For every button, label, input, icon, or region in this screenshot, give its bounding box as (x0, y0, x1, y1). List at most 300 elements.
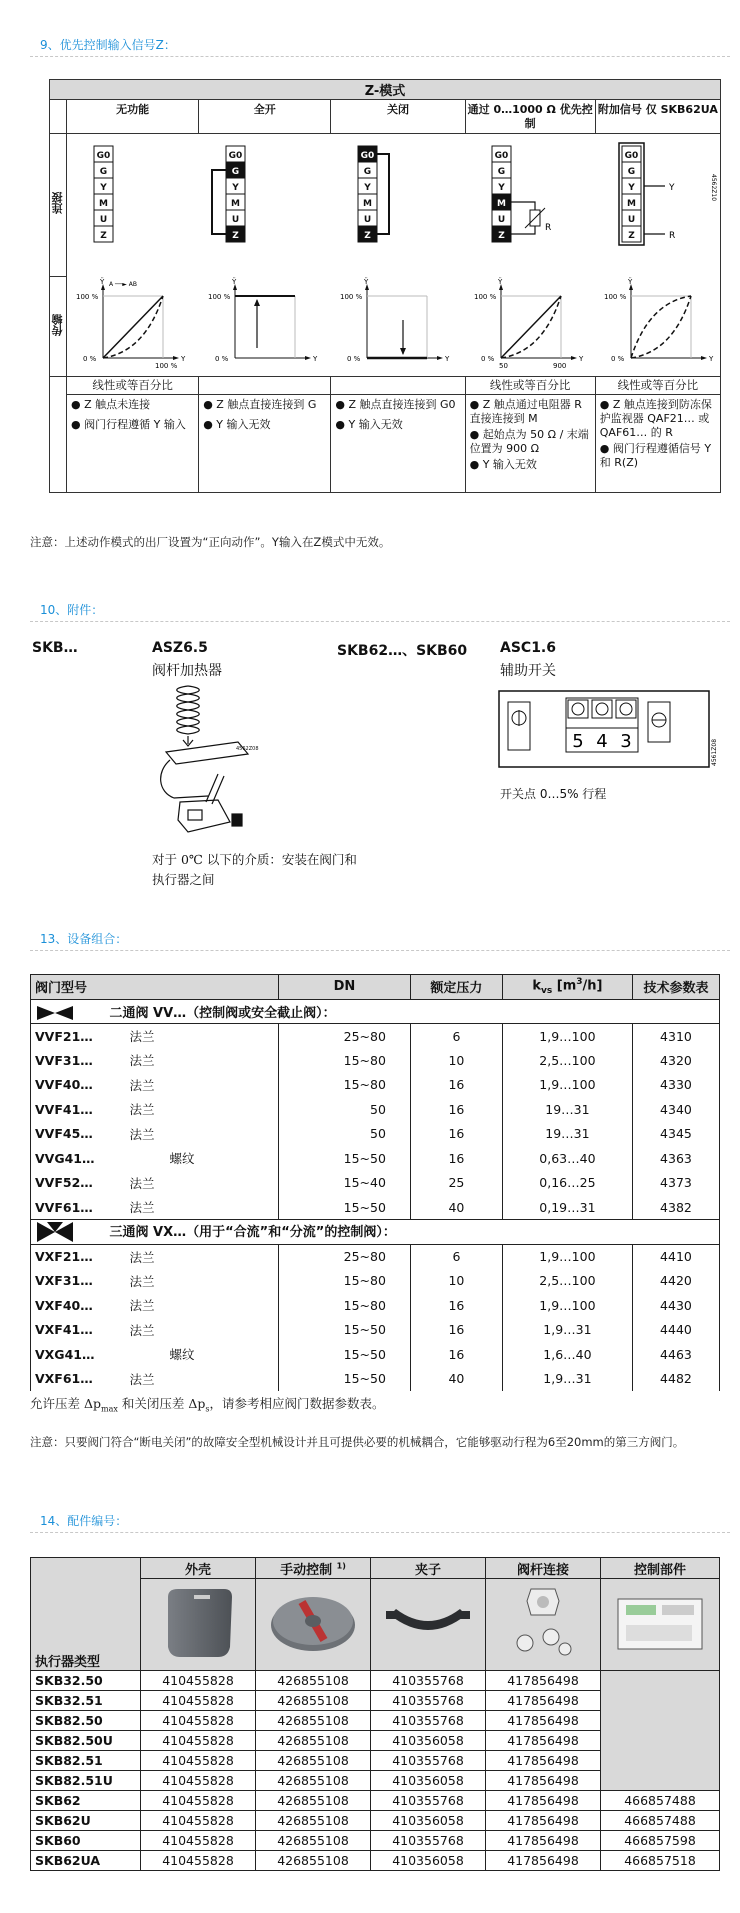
part-number: 410355768 (371, 1831, 486, 1851)
part-number: 410355768 (371, 1751, 486, 1771)
part-number: 417856498 (486, 1831, 601, 1851)
cell: 16 (410, 1342, 502, 1367)
cell: 16 (410, 1122, 502, 1147)
cell: VVF21… (31, 1024, 126, 1049)
control-na (601, 1671, 720, 1791)
part-number: 426855108 (256, 1771, 371, 1791)
asc-digit-3: 3 (620, 731, 632, 752)
actuator-type: SKB82.51U (31, 1771, 141, 1791)
section-13-title: 13、设备组合： (40, 932, 128, 946)
cell: 4420 (632, 1269, 719, 1294)
figure-id: 4562Z10 (710, 174, 717, 202)
terminal-label: Z (100, 231, 107, 241)
cell: 15~50 (278, 1367, 410, 1392)
part-number: 466857488 (601, 1811, 720, 1831)
cell: 25~80 (278, 1244, 410, 1269)
part-number: 426855108 (256, 1751, 371, 1771)
terminal-label: M (231, 199, 240, 209)
valve-row (31, 1342, 720, 1367)
y-100-label: 100 % (340, 293, 363, 301)
cell: 15~40 (278, 1171, 410, 1196)
cell: 10 (410, 1269, 502, 1294)
valve-row (31, 1244, 720, 1269)
linear-curve (103, 296, 163, 358)
hdr-clip: 夹子 (371, 1558, 486, 1579)
terminal-label: G (99, 167, 108, 177)
cell: 40 (410, 1195, 502, 1220)
x-axis-label: Y (579, 355, 584, 363)
bullet: ● Y 输入无效 (203, 418, 271, 431)
part-number: 410455828 (141, 1791, 256, 1811)
wire (212, 170, 226, 234)
cell: 4330 (632, 1073, 719, 1098)
col-closed: 关闭 (331, 100, 465, 134)
hdr-stem: 阀杆连接 (486, 1558, 601, 1579)
valve-row (31, 1293, 720, 1318)
cell: 15~80 (278, 1293, 410, 1318)
cell: 15~50 (278, 1146, 410, 1171)
row-transfer-label: 传输 (50, 276, 67, 377)
bullet: ● Z 触点未连接 (71, 398, 151, 411)
part-number: 410356058 (371, 1771, 486, 1791)
actuator-row (31, 1811, 720, 1831)
actuator-row (31, 1671, 720, 1691)
x-arrow (305, 356, 311, 360)
connection-type: 法兰 (126, 1097, 279, 1122)
connection-diagrams (67, 134, 721, 277)
terminal-label: G0 (360, 151, 375, 161)
bullet: ● Y 输入无效 (469, 458, 537, 471)
terminal-label: G0 (96, 151, 111, 161)
cell: VVF61… (31, 1195, 126, 1220)
cell: VVF52… (31, 1171, 126, 1196)
cell: 16 (410, 1146, 502, 1171)
two-way-group: 二通阀 VV…（控制阀或安全截止阀）： (31, 999, 720, 1024)
cell: 4440 (632, 1318, 719, 1343)
connection-type: 螺纹 (126, 1146, 279, 1171)
valve-row (31, 1122, 720, 1147)
actuator-row (31, 1831, 720, 1851)
terminal-label: Y (232, 183, 239, 193)
hdr-pressure: 额定压力 (410, 975, 502, 1000)
section-9-title: 9、优先控制输入信号Z： (40, 38, 176, 52)
cell: 50 (278, 1097, 410, 1122)
transfer-diagrams (67, 276, 721, 377)
connection-type: 法兰 (126, 1171, 279, 1196)
bullets-2 (199, 395, 331, 493)
asc-digit-1: 5 (572, 731, 584, 752)
cell: 10 (410, 1048, 502, 1073)
cell: 16 (410, 1293, 502, 1318)
valve-row (31, 1146, 720, 1171)
connection-type: 法兰 (126, 1367, 279, 1392)
y-0-label: 0 % (611, 355, 625, 363)
actuator-row (31, 1851, 720, 1871)
terminal-label: G0 (624, 151, 639, 161)
y-label: Y (669, 183, 675, 193)
cell: 16 (410, 1097, 502, 1122)
cell: 19…31 (502, 1122, 632, 1147)
stem-connection-icon (495, 1585, 591, 1661)
cell: 4463 (632, 1342, 719, 1367)
part-number: 417856498 (486, 1711, 601, 1731)
part-number: 417856498 (486, 1771, 601, 1791)
x-arrow (437, 356, 443, 360)
cell: VXG41… (31, 1342, 126, 1367)
equal-percent-curve (631, 296, 691, 358)
bullet: ● 阀门行程遵循信号 Y 和 R(Z) (599, 442, 712, 469)
two-way-valve-icon (35, 1005, 75, 1021)
valve-row (31, 1097, 720, 1122)
r-label: R (669, 231, 676, 241)
hdr-datasheet: 技术参数表 (632, 975, 719, 1000)
cell: 15~50 (278, 1318, 410, 1343)
actuator-type: SKB32.50 (31, 1671, 141, 1691)
valve-row (31, 1171, 720, 1196)
part-number: 426855108 (256, 1831, 371, 1851)
col-priority: 通过 0…1000 Ω 优先控制 (465, 100, 595, 134)
terminal-label: U (363, 215, 372, 225)
cell: 15~80 (278, 1269, 410, 1294)
part-number: 426855108 (256, 1731, 371, 1751)
y-100-label: 100 % (474, 293, 497, 301)
part-number: 410455828 (141, 1751, 256, 1771)
actuator-type: SKB62 (31, 1791, 141, 1811)
cell: 4482 (632, 1367, 719, 1392)
x-axis-label: Y (445, 355, 450, 363)
x-axis-label: Y (181, 355, 186, 363)
part-number: 466857488 (601, 1791, 720, 1811)
cell: 15~80 (278, 1073, 410, 1098)
three-way-group: 三通阀 VX…（用于“合流”和“分流”的控制阀）： (31, 1220, 720, 1245)
y-axis-label: Ÿ (232, 278, 237, 286)
valve-row (31, 1367, 720, 1392)
third-party-note: 注意：只要阀门符合“断电关闭”的故障安全型机械设计并且可提供必要的机械耦合，它能够驱动行程为6至20mm的第三方阀门。 (30, 1435, 685, 1449)
part-number: 417856498 (486, 1751, 601, 1771)
manual-image (256, 1579, 371, 1671)
part-number: 410355768 (371, 1691, 486, 1711)
x-arrow (701, 356, 707, 360)
cell: 4310 (632, 1024, 719, 1049)
cell: 1,9…31 (502, 1318, 632, 1343)
aux-switch-drawing (498, 690, 718, 770)
y-100-label: 100 % (76, 293, 99, 301)
x-axis-label: Y (709, 355, 714, 363)
cell: 4410 (632, 1244, 719, 1269)
part-number: 466857518 (601, 1851, 720, 1871)
valve-row (31, 1195, 720, 1220)
bullet: ● 阀门行程遵循 Y 输入 (71, 418, 186, 431)
hdr-housing: 外壳 (141, 1558, 256, 1579)
part-number: 426855108 (256, 1791, 371, 1811)
cell: 1,9…100 (502, 1024, 632, 1049)
cell: VVG41… (31, 1146, 126, 1171)
control-board-icon (612, 1585, 708, 1661)
cell: 2,5…100 (502, 1048, 632, 1073)
cell: 19…31 (502, 1097, 632, 1122)
part-number: 410355768 (371, 1671, 486, 1691)
skb62-label: SKB62…、SKB60 (337, 643, 468, 659)
y-100-label: 100 % (208, 293, 231, 301)
clip-icon (380, 1585, 476, 1661)
part-number: 417856498 (486, 1811, 601, 1831)
connection-type: 法兰 (126, 1024, 279, 1049)
cell: 4345 (632, 1122, 719, 1147)
stem-heater-drawing (148, 682, 268, 842)
note-9: 注意：上述动作模式的出厂设置为“正向动作”。Y输入在Z模式中无效。 (30, 535, 391, 549)
valve-row (31, 1024, 720, 1049)
bullet: ● Z 触点通过电阻器 R 直接连接到 M (469, 398, 582, 425)
x-900-label: 900 (553, 362, 567, 370)
part-number: 417856498 (486, 1671, 601, 1691)
manual-knob-icon (265, 1585, 361, 1661)
cell: 0,19…31 (502, 1195, 632, 1220)
terminal-label: Y (100, 183, 107, 193)
transfer-svg (67, 276, 720, 376)
z-mode-table (49, 79, 721, 493)
col-extra-signal: 附加信号 仅 SKB62UA (595, 100, 720, 134)
pressure-note: 允许压差 $\Delta p_{max}$ 和关闭压差 $\Delta p_s$，请参考相应阀门数据参数表。 (30, 1396, 385, 1414)
cell: 0,16…25 (502, 1171, 632, 1196)
linear-curve (501, 296, 561, 358)
cell: 6 (410, 1024, 502, 1049)
three-way-valve-icon (35, 1221, 75, 1243)
part-number: 410455828 (141, 1671, 256, 1691)
cell: 16 (410, 1073, 502, 1098)
y-axis-label: Ÿ (364, 278, 369, 286)
bullets-1 (67, 395, 199, 493)
y-axis-label: Ÿ (498, 278, 503, 286)
actuator-type: SKB62UA (31, 1851, 141, 1871)
asc-desc: 辅助开关 (500, 663, 556, 679)
close-arrow-head (400, 348, 406, 355)
part-number: 410455828 (141, 1711, 256, 1731)
y-0-label: 0 % (347, 355, 361, 363)
housing-icon (158, 1585, 238, 1661)
x-arrow (173, 356, 179, 360)
part-number: 410356058 (371, 1731, 486, 1751)
part-number: 426855108 (256, 1811, 371, 1831)
divider (30, 621, 730, 622)
cell: 15~50 (278, 1195, 410, 1220)
cell: VXF41… (31, 1318, 126, 1343)
connection-svg (67, 134, 720, 276)
cell: 15~80 (278, 1048, 410, 1073)
connection-type: 法兰 (126, 1122, 279, 1147)
divider (30, 950, 730, 951)
y-0-label: 0 % (215, 355, 229, 363)
sub-label-3 (331, 377, 465, 395)
cell: VVF45… (31, 1122, 126, 1147)
part-number: 410455828 (141, 1851, 256, 1871)
terminal-label: U (99, 215, 108, 225)
y-100-label: 100 % (604, 293, 627, 301)
open-arrow-head (254, 299, 260, 306)
col-no-function: 无功能 (67, 100, 199, 134)
part-number: 410455828 (141, 1831, 256, 1851)
actuator-type: SKB82.51 (31, 1751, 141, 1771)
housing-image (141, 1579, 256, 1671)
asz-model: ASZ6.5 (152, 640, 208, 656)
terminal-label: G0 (494, 151, 509, 161)
cell: 4340 (632, 1097, 719, 1122)
bullet: ● Z 触点直接连接到 G (203, 398, 317, 411)
x-50-label: 50 (499, 362, 508, 370)
bullet: ● Y 输入无效 (335, 418, 403, 431)
terminal-label: U (497, 215, 506, 225)
cell: 2,5…100 (502, 1269, 632, 1294)
connection-type: 法兰 (126, 1195, 279, 1220)
part-number: 410355768 (371, 1711, 486, 1731)
resistor-label: R (545, 223, 552, 233)
cell: VVF40… (31, 1073, 126, 1098)
terminal-label: Y (498, 183, 505, 193)
part-number: 410455828 (141, 1771, 256, 1791)
cell: 25 (410, 1171, 502, 1196)
row-connect-label: 连接 (50, 134, 67, 277)
terminal-label: Y (628, 183, 635, 193)
terminal-label: Z (628, 231, 635, 241)
terminal-label: Z (364, 231, 371, 241)
connection-type: 法兰 (126, 1269, 279, 1294)
hdr-valve-type: 阀门型号 (31, 975, 279, 1000)
cell: 4382 (632, 1195, 719, 1220)
terminal-label: G (231, 167, 240, 177)
bullet: ● Z 触点直接连接到 G0 (335, 398, 456, 411)
x-100-label: 100 % (155, 362, 178, 370)
part-number: 410455828 (141, 1811, 256, 1831)
part-number: 410355768 (371, 1791, 486, 1811)
x-axis-label: Y (313, 355, 318, 363)
connection-type: 法兰 (126, 1244, 279, 1269)
cell: 1,9…100 (502, 1293, 632, 1318)
part-number: 426855108 (256, 1671, 371, 1691)
a-ab-label: A ──► AB (109, 281, 137, 288)
skb-label: SKB… (32, 640, 78, 656)
asz-note: 对于 0℃ 以下的介质：安装在阀门和执行器之间 (152, 852, 357, 887)
asc-digit-2: 4 (596, 731, 608, 752)
part-number: 426855108 (256, 1851, 371, 1871)
actuator-type: SKB82.50 (31, 1711, 141, 1731)
hdr-actuator-type: 执行器类型 (31, 1558, 141, 1671)
connection-type: 法兰 (126, 1318, 279, 1343)
terminal-label: Z (498, 231, 505, 241)
cell: 1,9…100 (502, 1073, 632, 1098)
sub-label-1: 线性或等百分比 (67, 377, 199, 395)
asc-note: 开关点 0…5% 行程 (500, 787, 607, 801)
cell: 4373 (632, 1171, 719, 1196)
cell: 0,63…40 (502, 1146, 632, 1171)
hdr-control: 控制部件 (601, 1558, 720, 1579)
part-number: 417856498 (486, 1691, 601, 1711)
connection-type: 法兰 (126, 1293, 279, 1318)
part-number: 410455828 (141, 1691, 256, 1711)
terminal-label: U (231, 215, 240, 225)
cell: VXF61… (31, 1367, 126, 1392)
stem-image (486, 1579, 601, 1671)
actuator-type: SKB32.51 (31, 1691, 141, 1711)
terminal-label: U (627, 215, 636, 225)
cell: 4430 (632, 1293, 719, 1318)
part-number: 410455828 (141, 1731, 256, 1751)
terminal-label: G0 (228, 151, 243, 161)
asc-model: ASC1.6 (500, 640, 556, 656)
svg-text:4562Z08: 4562Z08 (236, 746, 259, 752)
cell: VXF40… (31, 1293, 126, 1318)
cell: 6 (410, 1244, 502, 1269)
sub-label-4: 线性或等百分比 (465, 377, 595, 395)
section-10-title: 10、附件： (40, 603, 104, 617)
terminal-label: M (497, 199, 506, 209)
terminal-label: Z (232, 231, 239, 241)
sub-label-2 (199, 377, 331, 395)
part-number: 417856498 (486, 1731, 601, 1751)
equal-percent-curve (631, 296, 691, 358)
cell: VXF31… (31, 1269, 126, 1294)
cell: 40 (410, 1367, 502, 1392)
y-axis-label: Ÿ (100, 278, 105, 286)
connection-type: 螺纹 (126, 1342, 279, 1367)
part-number: 410356058 (371, 1851, 486, 1871)
cell: 1,9…100 (502, 1244, 632, 1269)
terminal-label: G (627, 167, 636, 177)
hdr-kvs: $k_{vs}$ $[m^3/h]$ (502, 975, 632, 1000)
cell: 4320 (632, 1048, 719, 1073)
divider (30, 1532, 730, 1533)
sub-label-5: 线性或等百分比 (595, 377, 720, 395)
cell: 4363 (632, 1146, 719, 1171)
x-arrow (571, 356, 577, 360)
connection-type: 法兰 (126, 1073, 279, 1098)
cell: 25~80 (278, 1024, 410, 1049)
y-0-label: 0 % (83, 355, 97, 363)
terminal-label: G (497, 167, 506, 177)
cell: VXF21… (31, 1244, 126, 1269)
part-number: 410356058 (371, 1811, 486, 1831)
actuator-row (31, 1791, 720, 1811)
cell: VVF41… (31, 1097, 126, 1122)
terminal-label: M (627, 199, 636, 209)
cell: VVF31… (31, 1048, 126, 1073)
asz-desc: 阀杆加热器 (152, 663, 222, 679)
part-number: 466857598 (601, 1831, 720, 1851)
terminal-label: G (363, 167, 372, 177)
bullet: ● 起始点为 50 Ω / 末端位置为 900 Ω (469, 428, 589, 455)
bullet: ● Z 触点连接到防冻保护监视器 QAF21… 或 QAF61… 的 R (599, 398, 712, 439)
wire (377, 154, 389, 234)
cell: 1,9…31 (502, 1367, 632, 1392)
section-14-title: 14、配件编号： (40, 1514, 128, 1528)
cell: 1,6…40 (502, 1342, 632, 1367)
actuator-type: SKB82.50U (31, 1731, 141, 1751)
part-number: 426855108 (256, 1691, 371, 1711)
control-image (601, 1579, 720, 1671)
bullets-5 (595, 395, 720, 493)
asc-fig-id: 4561Z08 (711, 738, 718, 766)
actuator-type: SKB62U (31, 1811, 141, 1831)
hdr-dn: DN (278, 975, 410, 1000)
valve-row (31, 1073, 720, 1098)
valve-row (31, 1048, 720, 1073)
col-fully-open: 全开 (199, 100, 331, 134)
bullets-3 (331, 395, 465, 493)
y-0-label: 0 % (481, 355, 495, 363)
hdr-manual: 手动控制 $^{1)}$ (256, 1558, 371, 1579)
z-mode-title: Z-模式 (50, 80, 721, 100)
cell: 15~50 (278, 1342, 410, 1367)
cell: 16 (410, 1318, 502, 1343)
clip-image (371, 1579, 486, 1671)
